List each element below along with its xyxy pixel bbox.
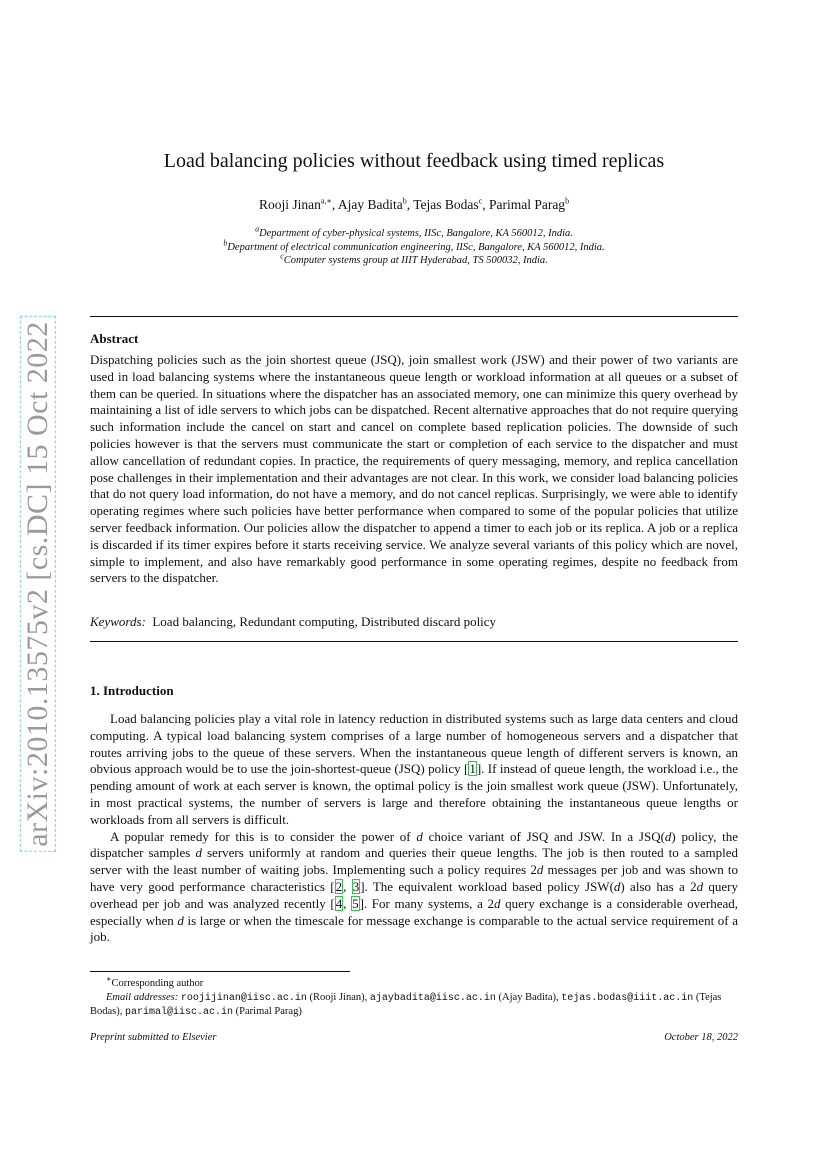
email-line	[90, 992, 721, 1018]
author-mark: b	[565, 196, 570, 206]
author: Rooji Jinan	[258, 197, 321, 212]
arxiv-stamp-text[interactable]: arXiv:2010.13575v2 [cs.DC] 15 Oct 2022	[21, 317, 55, 851]
corresponding-text: Corresponding author	[111, 978, 204, 989]
keywords-line	[90, 614, 496, 630]
author-mark: a,∗	[320, 196, 332, 206]
math-var: d	[664, 828, 672, 844]
paragraph	[90, 711, 738, 829]
footnote	[90, 974, 738, 1020]
text-run: ]. For many systems, a 2	[359, 895, 494, 911]
text-run: is large or when the timescale for message exchange is comparable to the actual service requirement of a job.	[90, 912, 738, 945]
affiliation-text: Department of cyber-physical systems, IISc, Bangalore, KA 560012, India.	[259, 228, 573, 239]
abstract-text: Dispatching policies such as the join shortest queue (JSQ), join smallest work (JSW) and their power of two variants are used in load balancing systems where the instantaneous queue length or workload information at all queues or a subset of them can be queried. In situations where the dispatcher has an associated memory, one can minimize this query overhead by maintaining a list of idle servers to which jobs can be dispatched. Recent alternative approaches that do not require querying such information include the cancel on start and cancel on complete based replication policies. The downside of such policies however is that the servers must communicate the start or completion of each service to the dispatcher and must allow cancellation of redundant copies. In practice, the requirements of query messaging, memory, and replica cancellation pose challenges in their implementation and their advantages are not clear. In this work, we consider load balancing policies that do not query load information, do not have a memory, and do not cancel replicas. Surprisingly, we were able to identify operating regimes where such policies have better performance when compared to some of the popular policies that utilize server feedback information. Our policies allow the dispatcher to append a timer to each job or its replica. A job or a replica is discarded if its timer expires before it starts receiving service. We analyze several variants of this policy which are novel, simple to implement, and also have remarkably good performance in some operating regimes, despite no feedback from servers to the dispatcher.	[90, 352, 738, 586]
affiliation-mark: b	[223, 238, 228, 247]
math-var: d	[696, 878, 704, 894]
email-link[interactable]: parimal@iisc.ac.in	[125, 1007, 234, 1018]
footnote-rule	[90, 971, 350, 972]
math-var: d	[613, 878, 621, 894]
corresponding-note	[90, 974, 738, 991]
email-owner: (Rooji Jinan),	[309, 991, 368, 1003]
affiliation	[90, 251, 738, 268]
abstract-bottom-rule	[90, 641, 738, 642]
email-owner: (Tejas Bodas),	[90, 991, 722, 1017]
email-owner: (Ajay Badita),	[498, 991, 559, 1003]
math-var: d	[195, 845, 202, 861]
preprint-date: October 18, 2022	[664, 1032, 738, 1043]
paragraph	[90, 829, 738, 947]
math-var: d	[416, 828, 423, 844]
preprint-note: Preprint submitted to Elsevier	[90, 1032, 217, 1043]
keywords-text: Load balancing, Redundant computing, Distributed discard policy	[152, 614, 497, 629]
text-run: ,	[343, 895, 352, 911]
keywords-label: Keywords:	[90, 614, 146, 629]
text-run: ,	[343, 878, 352, 894]
text-run: choice variant of JSQ and JSW. In a JSQ(	[422, 828, 665, 844]
email-owner: (Parimal Parag)	[235, 1006, 302, 1017]
email-link[interactable]: ajaybadita@iisc.ac.in	[369, 992, 496, 1004]
citation-link[interactable]: 2	[335, 878, 343, 894]
introduction-body	[90, 711, 738, 946]
affiliation-text: Computer systems group at IIIT Hyderabad, TS 500032, India.	[283, 255, 548, 266]
math-var: d	[493, 895, 501, 911]
email-label: Email addresses:	[106, 991, 179, 1003]
text-run: ]. If instead of queue length, the workload i.e., the pending amount of work at each server is known, the optimal policy is the join smallest work queue (JSW). Unfortunately, in most practical systems, the number of servers is large and therefore obtaining the instantaneous queue lengths or workloads from all servers is difficult.	[90, 761, 738, 827]
email-link[interactable]: roojijinan@iisc.ac.in	[180, 992, 307, 1004]
text-run: query overhead per job and was analyzed recently [	[90, 878, 738, 911]
abstract-top-rule	[90, 316, 738, 317]
paper-title: Load balancing policies without feedback using timed replicas	[163, 150, 665, 172]
text-run: messages per job and was shown to have very good performance characteristics [	[90, 862, 739, 894]
affiliation-mark: c	[280, 251, 284, 261]
affiliation-mark: a	[255, 224, 260, 234]
text-run: A popular remedy for this is to consider the power of	[110, 828, 417, 844]
affiliation	[90, 224, 738, 241]
citation-link[interactable]: 4	[335, 895, 343, 911]
author-list: Rooji Jinan$^{a,∗}$, Ajay Badita$^b$, Tejas Bodas$^c$, Parimal Parag$^b$	[258, 196, 570, 212]
text-run: ]. The equivalent workload based policy JSW(	[360, 878, 614, 894]
math-var: d	[177, 912, 184, 928]
section-heading: 1. Introduction	[90, 683, 174, 698]
text-run: Load balancing policies play a vital role in latency reduction in distributed systems such as large data centers and cloud computing. A typical load balancing system comprises of a large number of homogeneous servers and a dispatcher that routes arriving jobs to the queue of these servers. When the instantaneous queue length of different servers is known, an obvious approach would be to use the join-shortest-queue (JSQ) policy [	[90, 711, 738, 777]
author: Parimal Parag	[488, 197, 566, 212]
affiliation-text: Department of electrical communication engineering, IISc, Bangalore, KA 560012, India.	[227, 241, 605, 253]
citation-link[interactable]: 3	[352, 878, 360, 894]
abstract-heading: Abstract	[90, 331, 139, 346]
arxiv-stamp[interactable]	[21, 321, 55, 847]
affiliation	[90, 238, 738, 255]
author-mark: b	[402, 196, 407, 206]
author: Tejas Bodas	[413, 197, 479, 212]
footnote-mark: ∗	[106, 974, 112, 984]
citation-link[interactable]: 5	[352, 895, 359, 911]
text-run: ) also has a 2	[620, 878, 697, 894]
text-run: query exchange is a considerable overhead, especially when	[90, 895, 739, 928]
citation-link[interactable]: 1	[469, 761, 476, 777]
email-link[interactable]: tejas.bodas@iiit.ac.in	[561, 992, 694, 1004]
text-run: ) policy, the dispatcher samples	[90, 828, 738, 861]
author: Ajay Badita	[337, 197, 403, 212]
affiliations	[90, 224, 738, 268]
math-var: d	[536, 862, 544, 878]
text-run: servers uniformly at random and queries their queue lengths. The job is then routed to a sampled server with the least number of waiting jobs. Implementing such a policy requires 2	[90, 845, 738, 878]
author-mark: c	[478, 196, 483, 206]
